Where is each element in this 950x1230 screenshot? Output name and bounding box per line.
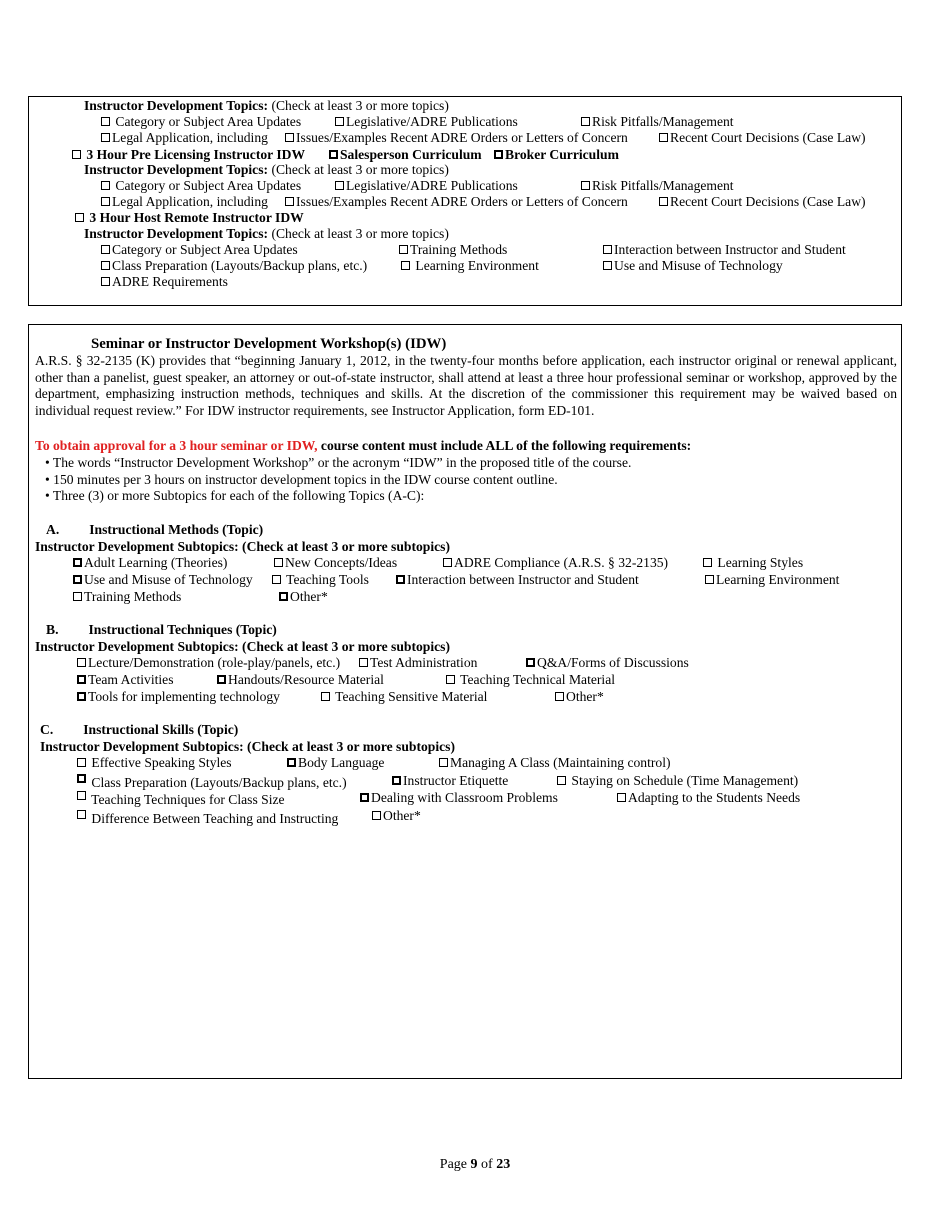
- checkbox-icon[interactable]: [101, 197, 110, 206]
- option-label: Class Preparation (Layouts/Backup plans, etc.): [91, 775, 347, 790]
- option-label: Other*: [566, 689, 604, 704]
- checkbox-icon[interactable]: [359, 658, 368, 667]
- option-label: Managing A Class (Maintaining control): [450, 755, 671, 770]
- option-label: Category or Subject Area Updates: [115, 114, 302, 129]
- option-label: Team Activities: [88, 672, 174, 687]
- subtopic-body-language[interactable]: [287, 755, 384, 771]
- option-label: Learning Styles: [717, 555, 804, 570]
- total-pages: 23: [496, 1157, 511, 1172]
- topics-hint: (Check at least 3 or more topics): [271, 98, 449, 113]
- subtopic-learning-styles[interactable]: [703, 555, 803, 571]
- subtopic-classroom-problems[interactable]: [360, 790, 558, 806]
- topic-use-misuse-tech-3[interactable]: [603, 258, 783, 274]
- checkbox-icon[interactable]: [287, 758, 296, 767]
- checkbox-icon[interactable]: [272, 575, 281, 584]
- checkbox-icon[interactable]: [557, 776, 566, 785]
- option-label: Adapting to the Students Needs: [628, 790, 801, 805]
- host-remote-label: 3 Hour Host Remote Instructor IDW: [89, 210, 304, 225]
- checkbox-icon[interactable]: [396, 575, 405, 584]
- subtopic-teaching-vs-instructing[interactable]: [77, 810, 338, 827]
- option-label: Interaction between Instructor and Student: [614, 242, 846, 257]
- pre-licensing-label: 3 Hour Pre Licensing Instructor IDW: [86, 147, 306, 162]
- subtopic-test-admin[interactable]: [359, 655, 477, 671]
- topics-heading-1: [84, 98, 449, 114]
- option-label: Teaching Sensitive Material: [335, 689, 488, 704]
- option-label: Training Methods: [84, 589, 182, 604]
- checkbox-icon[interactable]: [279, 592, 288, 601]
- option-label: Adult Learning (Theories): [84, 555, 228, 570]
- topic-interaction-3[interactable]: [603, 242, 846, 258]
- topic-legislative-pubs-2[interactable]: [335, 178, 518, 194]
- subtopic-use-misuse-tech[interactable]: [73, 572, 253, 588]
- checkbox-icon[interactable]: [77, 658, 86, 667]
- checkbox-icon[interactable]: [555, 692, 564, 701]
- section-b-heading: [46, 622, 277, 638]
- option-label: Teaching Tools: [286, 572, 369, 587]
- section-title: Instructional Skills (Topic): [83, 722, 239, 737]
- broker-curriculum-option[interactable]: [494, 147, 619, 163]
- subtopics-label-c: Instructor Development Subtopics: (Check at least 3 or more subtopics): [40, 739, 455, 754]
- checkbox-icon[interactable]: [372, 811, 381, 820]
- subtopic-techniques-class-size[interactable]: [77, 791, 285, 808]
- topic-issues-examples-1[interactable]: [285, 130, 628, 146]
- requirement-bullet: • The words “Instructor Development Workshop” or the acronym “IDW” in the proposed title of the course.: [45, 455, 632, 470]
- topic-legal-application-1[interactable]: [101, 130, 268, 146]
- option-label: ADRE Compliance (A.R.S. § 32-2135): [454, 555, 669, 570]
- checkbox-icon[interactable]: [659, 133, 668, 142]
- approval-requirements: [35, 438, 691, 454]
- subtopic-qa-forms[interactable]: [526, 655, 689, 671]
- option-label: Risk Pitfalls/Management: [592, 178, 734, 193]
- option-label: Teaching Techniques for Class Size: [91, 792, 285, 807]
- option-label: Lecture/Demonstration (role-play/panels, etc.): [88, 655, 341, 670]
- of-word: of: [481, 1157, 493, 1172]
- checkbox-icon[interactable]: [581, 181, 590, 190]
- topic-category-updates-3[interactable]: [101, 242, 298, 258]
- option-label: Interaction between Instructor and Student: [407, 572, 639, 587]
- checkbox-icon[interactable]: [77, 675, 86, 684]
- workshop-box: [28, 324, 902, 1079]
- subtopics-label-a: Instructor Development Subtopics: (Check at least 3 or more subtopics): [35, 539, 450, 554]
- topics-box: [28, 96, 902, 306]
- topics-hint: (Check at least 3 or more topics): [271, 162, 449, 177]
- option-label: Staying on Schedule (Time Management): [571, 773, 799, 788]
- option-label: Learning Environment: [716, 572, 840, 587]
- subtopic-new-concepts[interactable]: [274, 555, 397, 571]
- topics-heading-3: [84, 226, 449, 242]
- option-label: Use and Misuse of Technology: [614, 258, 783, 273]
- topic-legislative-pubs-1[interactable]: [335, 114, 518, 130]
- subtopic-managing-class[interactable]: [439, 755, 671, 771]
- requirement-bullet: • 150 minutes per 3 hours on instructor development topics in the IDW course content outline.: [45, 472, 558, 487]
- option-label: New Concepts/Ideas: [285, 555, 398, 570]
- topics-hint: (Check at least 3 or more topics): [271, 226, 449, 241]
- section-letter: B.: [46, 622, 59, 637]
- page-word: Page: [439, 1157, 468, 1172]
- option-label: Other*: [383, 808, 421, 823]
- option-label: Learning Environment: [415, 258, 539, 273]
- checkbox-icon[interactable]: [72, 150, 81, 159]
- checkbox-icon[interactable]: [335, 181, 344, 190]
- host-remote-idw[interactable]: [75, 210, 304, 226]
- topics-label: Instructor Development Topics:: [84, 98, 269, 113]
- option-label: Training Methods: [410, 242, 508, 257]
- option-label: Issues/Examples Recent ADRE Orders or Letters of Concern: [296, 194, 628, 209]
- checkbox-icon[interactable]: [603, 261, 612, 270]
- section-title: Instructional Techniques (Topic): [88, 622, 277, 637]
- section-letter: C.: [40, 722, 54, 737]
- subtopic-tools-tech[interactable]: [77, 689, 280, 705]
- checkbox-icon[interactable]: [73, 592, 82, 601]
- statute-paragraph: A.R.S. § 32-2135 (K) provides that “beginning January 1, 2012, in the twenty-four months before application, each instructor original or renewal applicant, other than a panelist, guest speaker, an attorney or out-of-state instructor, shall attend at least a three hour professional seminar or workshop, approved by the department, emphasizing instruction methods, techniques and skills. At the discretion of the commissioner this requirement may be waived based on individual request review.” For IDW instructor requirements, see Instructor Application, form ED-101.: [35, 353, 897, 418]
- subtopic-team-activities[interactable]: [77, 672, 174, 688]
- option-label: Other*: [290, 589, 328, 604]
- option-label: Difference Between Teaching and Instructing: [91, 811, 339, 826]
- subtopic-other-c[interactable]: [372, 808, 421, 824]
- checkbox-icon[interactable]: [443, 558, 452, 567]
- section-letter: A.: [46, 522, 60, 537]
- option-label: Handouts/Resource Material: [228, 672, 384, 687]
- option-label: ADRE Requirements: [112, 274, 228, 289]
- checkbox-icon[interactable]: [335, 117, 344, 126]
- topics-label: Instructor Development Topics:: [84, 162, 269, 177]
- checkbox-icon[interactable]: [77, 774, 86, 783]
- option-label: Class Preparation (Layouts/Backup plans, etc.): [112, 258, 368, 273]
- subtopic-technical-material[interactable]: [446, 672, 615, 688]
- checkbox-icon[interactable]: [101, 117, 110, 126]
- subtopic-learning-environment[interactable]: [705, 572, 839, 588]
- salesperson-curriculum-option[interactable]: [329, 147, 482, 163]
- option-label: Legislative/ADRE Publications: [346, 114, 518, 129]
- requirement-bullet: • Three (3) or more Subtopics for each of the following Topics (A-C):: [45, 488, 425, 503]
- checkbox-icon[interactable]: [399, 245, 408, 254]
- option-label: Risk Pitfalls/Management: [592, 114, 734, 129]
- page-footer: [0, 1157, 950, 1173]
- option-label: Body Language: [298, 755, 385, 770]
- page-number: 9: [470, 1157, 478, 1172]
- option-label: Instructor Etiquette: [403, 773, 509, 788]
- checkbox-icon[interactable]: [526, 658, 535, 667]
- checkbox-icon[interactable]: [75, 213, 84, 222]
- subtopic-teaching-tools[interactable]: [272, 572, 369, 588]
- checkbox-icon[interactable]: [703, 558, 712, 567]
- workshop-title: Seminar or Instructor Development Workshop(s) (IDW): [91, 336, 447, 352]
- checkbox-icon[interactable]: [329, 150, 338, 159]
- checkbox-icon[interactable]: [285, 133, 294, 142]
- checkbox-icon[interactable]: [101, 277, 110, 286]
- checkbox-icon[interactable]: [494, 150, 503, 159]
- subtopic-adre-compliance[interactable]: [443, 555, 668, 571]
- topic-adre-requirements-3[interactable]: [101, 274, 228, 290]
- checkbox-icon[interactable]: [360, 793, 369, 802]
- checkbox-icon[interactable]: [392, 776, 401, 785]
- option-label: Effective Speaking Styles: [91, 755, 232, 770]
- approval-black-text: course content must include ALL of the following requirements:: [317, 438, 692, 453]
- checkbox-icon[interactable]: [285, 197, 294, 206]
- option-label: Q&A/Forms of Discussions: [537, 655, 689, 670]
- checkbox-icon[interactable]: [274, 558, 283, 567]
- subtopic-adult-learning[interactable]: [73, 555, 227, 571]
- option-label: Issues/Examples Recent ADRE Orders or Letters of Concern: [296, 130, 628, 145]
- checkbox-icon[interactable]: [321, 692, 330, 701]
- topic-learning-environment-3[interactable]: [401, 258, 539, 274]
- checkbox-icon[interactable]: [77, 810, 86, 819]
- checkbox-icon[interactable]: [73, 558, 82, 567]
- topic-training-methods-3[interactable]: [399, 242, 507, 258]
- section-title: Instructional Methods (Topic): [89, 522, 264, 537]
- topics-label: Instructor Development Topics:: [84, 226, 269, 241]
- topic-class-preparation-3[interactable]: [101, 258, 367, 274]
- checkbox-icon[interactable]: [617, 793, 626, 802]
- topic-court-decisions-2[interactable]: [659, 194, 866, 210]
- checkbox-icon[interactable]: [659, 197, 668, 206]
- topics-heading-2: [84, 162, 449, 178]
- topic-risk-pitfalls-2[interactable]: [581, 178, 734, 194]
- checkbox-icon[interactable]: [77, 758, 86, 767]
- checkbox-icon[interactable]: [101, 133, 110, 142]
- option-label: Category or Subject Area Updates: [115, 178, 302, 193]
- checkbox-icon[interactable]: [101, 261, 110, 270]
- topic-court-decisions-1[interactable]: [659, 130, 866, 146]
- subtopic-staying-on-schedule[interactable]: [557, 773, 798, 789]
- checkbox-icon[interactable]: [581, 117, 590, 126]
- subtopic-adapting-students[interactable]: [617, 790, 800, 806]
- section-a-heading: [46, 522, 263, 538]
- option-label: Recent Court Decisions (Case Law): [670, 130, 866, 145]
- checkbox-icon[interactable]: [603, 245, 612, 254]
- option-label: Legal Application, including: [112, 194, 268, 209]
- checkbox-icon[interactable]: [705, 575, 714, 584]
- subtopic-interaction[interactable]: [396, 572, 639, 588]
- checkbox-icon[interactable]: [101, 181, 110, 190]
- subtopic-handouts[interactable]: [217, 672, 384, 688]
- checkbox-icon[interactable]: [446, 675, 455, 684]
- section-c-heading: [40, 722, 238, 738]
- subtopic-lecture[interactable]: [77, 655, 340, 671]
- checkbox-icon[interactable]: [73, 575, 82, 584]
- subtopic-sensitive-material[interactable]: [321, 689, 487, 705]
- checkbox-icon[interactable]: [77, 692, 86, 701]
- checkbox-icon[interactable]: [77, 791, 86, 800]
- subtopics-label-b: Instructor Development Subtopics: (Check at least 3 or more subtopics): [35, 639, 450, 654]
- subtopic-speaking-styles[interactable]: [77, 755, 232, 771]
- option-label: Teaching Technical Material: [460, 672, 616, 687]
- checkbox-icon[interactable]: [439, 758, 448, 767]
- subtopic-class-preparation[interactable]: [77, 774, 347, 791]
- topic-category-updates-1[interactable]: [101, 114, 301, 130]
- option-label: Category or Subject Area Updates: [112, 242, 298, 257]
- option-label: Legislative/ADRE Publications: [346, 178, 518, 193]
- option-label: Recent Court Decisions (Case Law): [670, 194, 866, 209]
- topic-legal-application-2[interactable]: [101, 194, 268, 210]
- checkbox-icon[interactable]: [217, 675, 226, 684]
- topic-category-updates-2[interactable]: [101, 178, 301, 194]
- subtopic-training-methods[interactable]: [73, 589, 181, 605]
- approval-red-text: To obtain approval for a 3 hour seminar or IDW,: [35, 438, 318, 453]
- option-label: Dealing with Classroom Problems: [371, 790, 558, 805]
- topic-issues-examples-2[interactable]: [285, 194, 628, 210]
- option-label: Test Administration: [370, 655, 478, 670]
- pre-licensing-idw[interactable]: [72, 147, 305, 163]
- subtopic-other-b[interactable]: [555, 689, 604, 705]
- option-label: Legal Application, including: [112, 130, 268, 145]
- checkbox-icon[interactable]: [401, 261, 410, 270]
- subtopic-instructor-etiquette[interactable]: [392, 773, 508, 789]
- option-label: Use and Misuse of Technology: [84, 572, 253, 587]
- option-label: Broker Curriculum: [505, 147, 619, 162]
- topic-risk-pitfalls-1[interactable]: [581, 114, 734, 130]
- checkbox-icon[interactable]: [101, 245, 110, 254]
- subtopic-other-a[interactable]: [279, 589, 328, 605]
- option-label: Tools for implementing technology: [88, 689, 280, 704]
- option-label: Salesperson Curriculum: [340, 147, 482, 162]
